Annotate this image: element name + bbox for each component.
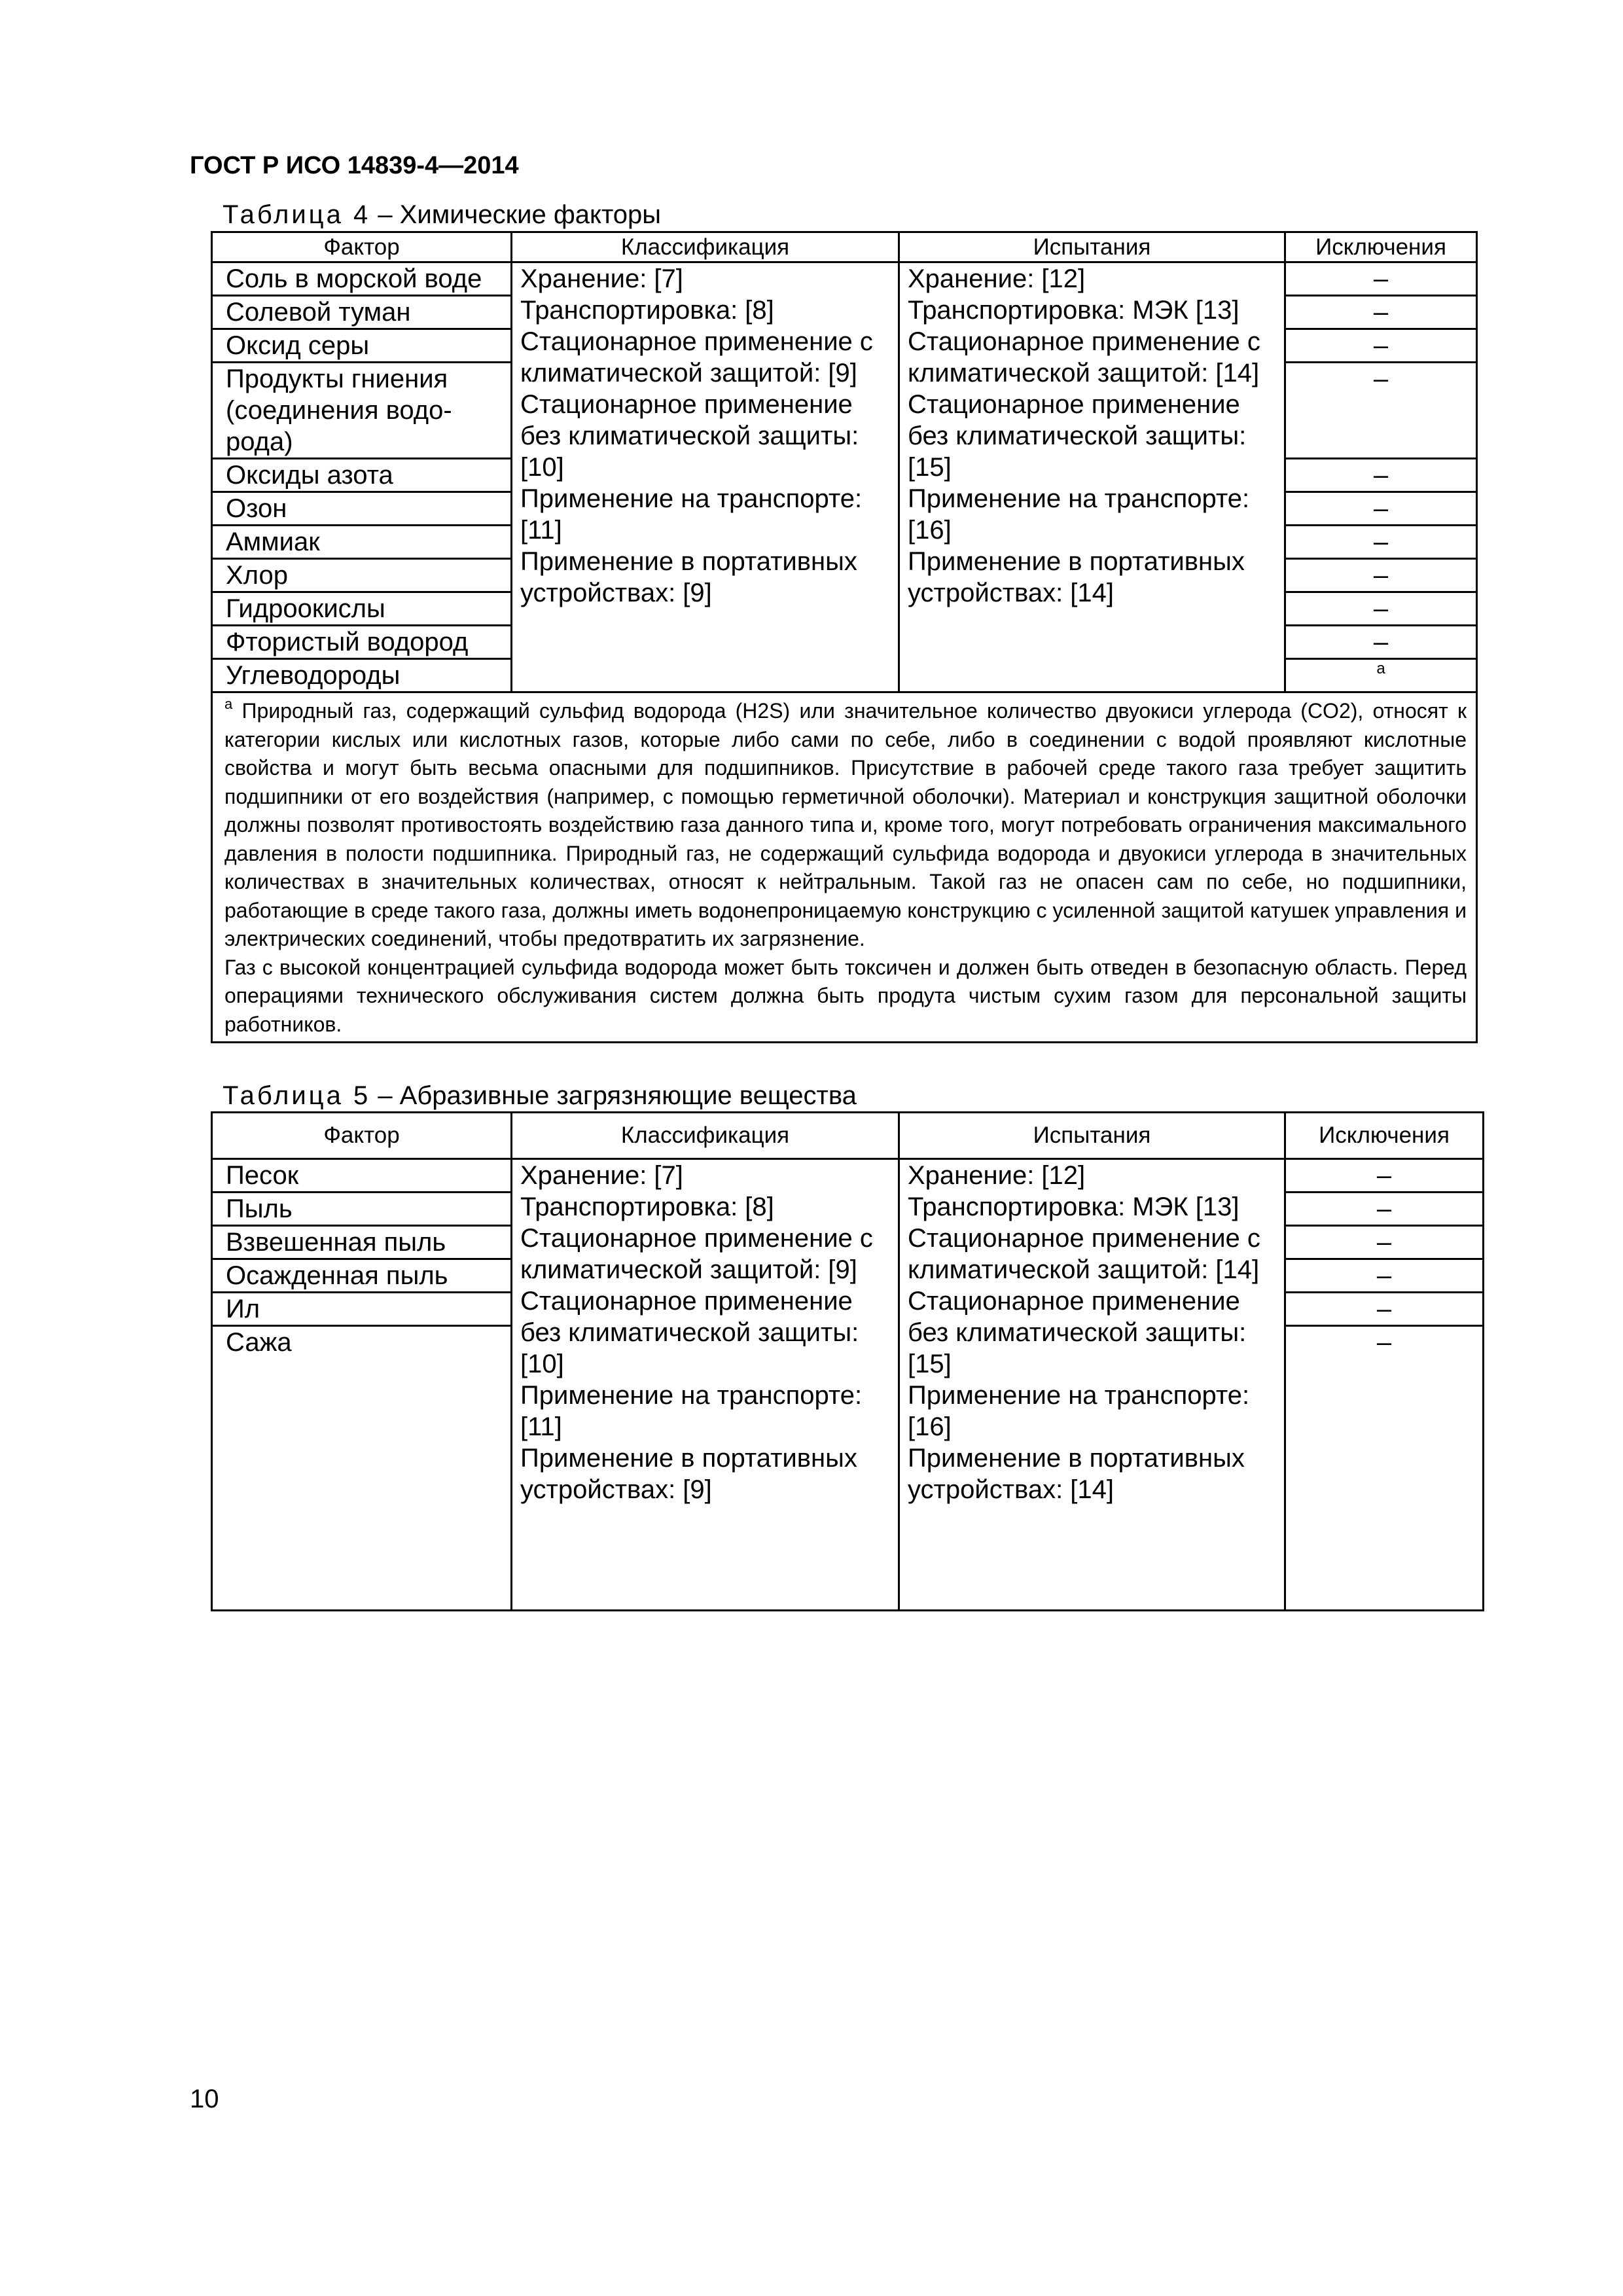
table4-factor: Солевой туман <box>212 296 512 329</box>
table4-caption-text: – Химические факторы <box>370 200 662 229</box>
table4-header-tests: Испытания <box>899 232 1285 262</box>
table5-exclusion: – <box>1285 1159 1484 1193</box>
table5-test-storage: Хранение: [12] <box>908 1161 1086 1190</box>
table5 <box>211 1111 1484 1611</box>
table5-class-portable: Применение в портативных устройствах: [9] <box>520 1444 857 1504</box>
table4-class-stationary-unprotected: Стационарное применение без климатической защиты: [10] <box>520 390 859 482</box>
table4-exclusion: – <box>1285 526 1477 559</box>
table5-factor: Взвешенная пыль <box>212 1226 512 1259</box>
table4-exclusion: – <box>1285 296 1477 329</box>
table5-class-vehicle: Применение на транспорте: [11] <box>520 1381 863 1441</box>
table5-exclusion: – <box>1285 1326 1484 1611</box>
document-header: ГОСТ Р ИСО 14839-4—2014 <box>190 152 519 179</box>
table5-caption-prefix: Таблица 5 <box>223 1081 371 1110</box>
table4-factor: Аммиак <box>212 526 512 559</box>
table5-header-exclusions: Исключения <box>1285 1113 1484 1159</box>
table4-exclusion: – <box>1285 559 1477 592</box>
table4-footnote-row <box>212 692 1477 1043</box>
table4-factor: Озон <box>212 492 512 526</box>
table4-exclusion: – <box>1285 363 1477 459</box>
table5-header-factor: Фактор <box>212 1113 512 1159</box>
table5-class-transport: Транспортировка: [8] <box>520 1193 774 1221</box>
table5-caption-text: – Абразивные загрязняющие вещества <box>370 1081 857 1110</box>
table4-factor: Фтористый водород <box>212 626 512 659</box>
table4-exclusion: – <box>1285 262 1477 296</box>
table5-factor: Песок <box>212 1159 512 1193</box>
table-row <box>212 1159 1484 1193</box>
table4-header-classification: Классификация <box>512 232 899 262</box>
table5-test-vehicle: Применение на транспорте: [16] <box>908 1381 1250 1441</box>
table5-exclusion: – <box>1285 1293 1484 1326</box>
table4-exclusion: – <box>1285 459 1477 492</box>
table4-factor: Хлор <box>212 559 512 592</box>
table5-test-stationary-unprotected: Стационарное применение без климатической защиты: [15] <box>908 1287 1247 1378</box>
table5-header-classification: Классификация <box>512 1113 899 1159</box>
table4-footnote-p1 <box>224 697 1467 954</box>
table5-header-row <box>212 1113 1484 1159</box>
table4-exclusion-footnote-ref: a <box>1285 659 1477 692</box>
table4-tests <box>899 262 1285 692</box>
table4-header-factor: Фактор <box>212 232 512 262</box>
footnote-mark: a <box>224 696 233 712</box>
page-number: 10 <box>190 2085 219 2113</box>
table4-exclusion: – <box>1285 626 1477 659</box>
table4-factor: Продукты гниения (соединения водо-рода) <box>212 363 512 459</box>
table4-class-transport: Транспортировка: [8] <box>520 296 774 325</box>
table4-exclusion: – <box>1285 492 1477 526</box>
table4-header-row <box>212 232 1477 262</box>
table4-exclusion: – <box>1285 329 1477 363</box>
table5-class-storage: Хранение: [7] <box>520 1161 683 1190</box>
table4-header-exclusions: Исключения <box>1285 232 1477 262</box>
table4-test-stationary-unprotected: Стационарное применение без климатической защиты: [15] <box>908 390 1247 482</box>
table4-factor: Соль в морской воде <box>212 262 512 296</box>
table5-classification <box>512 1159 899 1611</box>
table4-factor: Оксиды азота <box>212 459 512 492</box>
table5-exclusion: – <box>1285 1193 1484 1226</box>
footnote-text-1: Природный газ, содержащий сульфид водорода (H2S) или значительное количество двуокиси углерода (CO2), относят к категории кислых или кислотных газов, которые либо сами по себе, либо в соединении с водой проявляют кислотные свойства и могут быть весьма опасными для подшипников. Присутствие в рабочей среде такого газа требует защитить подшипники от его воздействия (например, с помощью герметичной оболочки). Материал и конструкция защитной оболочки должны позволят противостоять воздействию газа данного типа и, кроме того, могут потребовать ограничения максимального давления в полости подшипника. Природный газ, не содержащий сульфида водорода и двуокиси углерода в значительных количествах в значительных количествах, относят к нейтральным. Такой газ не опасен сам по себе, но подшипники, работающие в среде такого газа, должны иметь водонепроницаемую конструкцию с усиленной защитой катушек управления и электрических соединений, чтобы предотвратить их загрязнение. <box>224 699 1467 950</box>
table5-test-portable: Применение в портативных устройствах: [14] <box>908 1444 1245 1504</box>
table5-tests <box>899 1159 1285 1611</box>
table4-test-storage: Хранение: [12] <box>908 264 1086 293</box>
table5-factor: Сажа <box>212 1326 512 1611</box>
table5-header-tests: Испытания <box>899 1113 1285 1159</box>
table5-factor: Ил <box>212 1293 512 1326</box>
table5-test-transport: Транспортировка: МЭК [13] <box>908 1193 1240 1221</box>
table4-footnote-p2: Газ с высокой концентрацией сульфида водорода может быть токсичен и должен быть отведен в безопасную область. Перед операциями технического обслуживания систем должна быть продута чистым сухим газом для персональной защиты работников. <box>224 955 1467 1036</box>
table5-class-stationary-unprotected: Стационарное применение без климатической защиты: [10] <box>520 1287 859 1378</box>
table4-factor: Оксид серы <box>212 329 512 363</box>
table4-class-stationary-protected: Стационарное применение с климатической защитой: [9] <box>520 327 873 387</box>
table4-factor: Гидроокислы <box>212 592 512 626</box>
table5-factor: Осажденная пыль <box>212 1259 512 1293</box>
table5-exclusion: – <box>1285 1226 1484 1259</box>
table4-test-vehicle: Применение на транспорте: [16] <box>908 484 1250 545</box>
table5-class-stationary-protected: Стационарное применение с климатической защитой: [9] <box>520 1224 873 1284</box>
table4-footnote <box>212 692 1477 1043</box>
table-row <box>212 262 1477 296</box>
table4-class-storage: Хранение: [7] <box>520 264 683 293</box>
table4-classification <box>512 262 899 692</box>
table4-class-portable: Применение в портативных устройствах: [9] <box>520 547 857 607</box>
table4-factor: Углеводороды <box>212 659 512 692</box>
table5-exclusion: – <box>1285 1259 1484 1293</box>
table4-exclusion: – <box>1285 592 1477 626</box>
table5-factor: Пыль <box>212 1193 512 1226</box>
table4-test-transport: Транспортировка: МЭК [13] <box>908 296 1240 325</box>
table5-test-stationary-protected: Стационарное применение с климатической защитой: [14] <box>908 1224 1260 1284</box>
table4-test-portable: Применение в портативных устройствах: [14] <box>908 547 1245 607</box>
table4-caption <box>223 200 661 230</box>
table4-caption-prefix: Таблица 4 <box>223 200 371 229</box>
table4-class-vehicle: Применение на транспорте: [11] <box>520 484 863 545</box>
table4 <box>211 231 1478 1043</box>
table5-caption <box>223 1081 857 1111</box>
table4-test-stationary-protected: Стационарное применение с климатической защитой: [14] <box>908 327 1260 387</box>
